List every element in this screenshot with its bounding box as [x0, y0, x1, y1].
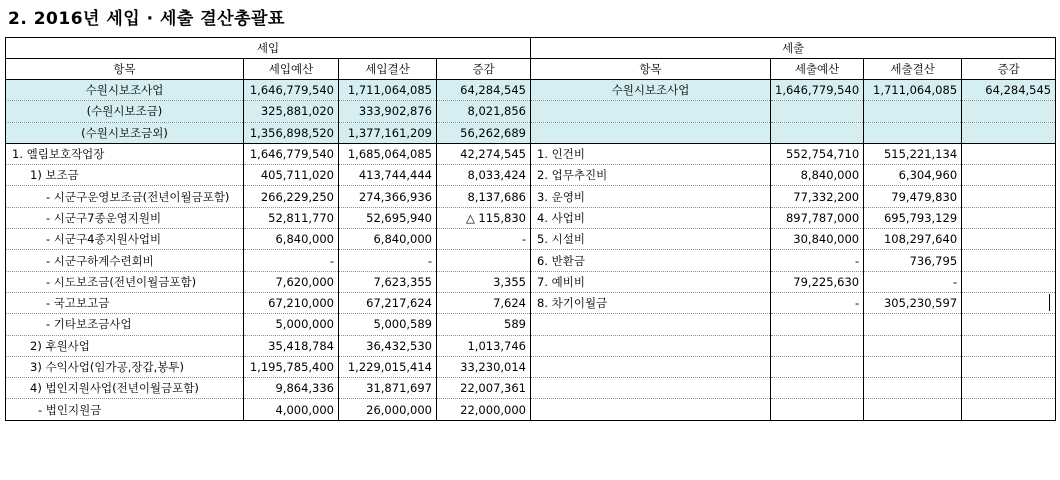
expense-settlement-cell: [864, 399, 962, 420]
income-budget-cell: 266,229,250: [244, 186, 339, 207]
income-budget-cell: 35,418,784: [244, 335, 339, 356]
income-item-cell: 3) 수익사업(임가공,장갑,봉투): [6, 356, 244, 377]
expense-settlement-cell: 736,795: [864, 250, 962, 271]
income-item-cell: - 시군구하계수련회비: [6, 250, 244, 271]
settlement-table: [5, 37, 1056, 421]
page-title: 2. 2016년 세입 · 세출 결산총괄표: [8, 9, 285, 29]
expense-item-cell: [531, 122, 771, 143]
income-settlement-cell: 413,744,444: [339, 165, 437, 186]
table-row: [6, 207, 1056, 228]
income-diff-cell: 56,262,689: [437, 122, 531, 143]
income-item-cell: - 기타보조금사업: [6, 314, 244, 335]
table-row: [6, 378, 1056, 399]
expense-budget-cell: 77,332,200: [771, 186, 864, 207]
expense-diff-cell: [962, 250, 1056, 271]
income-budget-cell: 1,356,898,520: [244, 122, 339, 143]
income-settlement-cell: 1,377,161,209: [339, 122, 437, 143]
income-item-cell: - 시군구4종지원사업비: [6, 229, 244, 250]
expense-settlement-cell: 1,711,064,085: [864, 80, 962, 101]
income-diff-cell: 22,000,000: [437, 399, 531, 420]
expense-budget-cell: 30,840,000: [771, 229, 864, 250]
income-settlement-cell: 67,217,624: [339, 292, 437, 313]
expense-diff-cell: [962, 399, 1056, 420]
expense-budget-cell: 552,754,710: [771, 143, 864, 164]
income-settlement-cell: 26,000,000: [339, 399, 437, 420]
income-diff-cell: 8,021,856: [437, 101, 531, 122]
expense-diff-cell: [962, 229, 1056, 250]
table-row: [6, 229, 1056, 250]
income-item-cell: - 법인지원금: [6, 399, 244, 420]
expense-budget-cell: 897,787,000: [771, 207, 864, 228]
income-diff-cell: 42,274,545: [437, 143, 531, 164]
expense-budget-cell: 79,225,630: [771, 271, 864, 292]
expense-diff-cell: [962, 122, 1056, 143]
income-item-cell: - 국고보고금: [6, 292, 244, 313]
table-row: [6, 399, 1056, 420]
income-header-settlement: 세입결산: [339, 59, 437, 80]
expense-item-cell: 수원시보조사업: [531, 80, 771, 101]
expense-diff-cell: [962, 186, 1056, 207]
income-budget-cell: 6,840,000: [244, 229, 339, 250]
income-budget-cell: 1,195,785,400: [244, 356, 339, 377]
expense-diff-cell: [962, 165, 1056, 186]
expense-budget-cell: [771, 399, 864, 420]
income-header-item: 항목: [6, 59, 244, 80]
income-item-cell: - 시군구7종운영지원비: [6, 207, 244, 228]
expense-item-cell: 8. 차기이월금: [531, 292, 771, 313]
income-item-cell: - 시군구운영보조금(전년이월금포함): [6, 186, 244, 207]
income-diff-cell: [437, 250, 531, 271]
expense-settlement-cell: 515,221,134: [864, 143, 962, 164]
income-budget-cell: 52,811,770: [244, 207, 339, 228]
table-row: [6, 271, 1056, 292]
expense-diff-cell: [962, 143, 1056, 164]
income-item-cell: 4) 법인지원사업(전년이월금포함): [6, 378, 244, 399]
expense-settlement-cell: [864, 335, 962, 356]
expense-settlement-cell: [864, 101, 962, 122]
expense-item-cell: 3. 운영비: [531, 186, 771, 207]
expense-diff-cell: [962, 335, 1056, 356]
expense-budget-cell: -: [771, 292, 864, 313]
table-row: [6, 335, 1056, 356]
income-settlement-cell: 1,685,064,085: [339, 143, 437, 164]
income-settlement-cell: 274,366,936: [339, 186, 437, 207]
expense-settlement-cell: -: [864, 271, 962, 292]
group-header-row: [6, 38, 1056, 59]
income-settlement-cell: 1,229,015,414: [339, 356, 437, 377]
table-row: [6, 80, 1056, 101]
income-budget-cell: 9,864,336: [244, 378, 339, 399]
income-budget-cell: 4,000,000: [244, 399, 339, 420]
income-diff-cell: 64,284,545: [437, 80, 531, 101]
expense-settlement-cell: 305,230,597: [864, 292, 962, 313]
income-diff-cell: 7,624: [437, 292, 531, 313]
table-row: [6, 250, 1056, 271]
income-budget-cell: 7,620,000: [244, 271, 339, 292]
table-row: [6, 292, 1056, 313]
income-budget-cell: 67,210,000: [244, 292, 339, 313]
expense-item-cell: [531, 378, 771, 399]
income-settlement-cell: 1,711,064,085: [339, 80, 437, 101]
expense-budget-cell: 8,840,000: [771, 165, 864, 186]
expense-budget-cell: [771, 314, 864, 335]
income-settlement-cell: 6,840,000: [339, 229, 437, 250]
expense-settlement-cell: [864, 378, 962, 399]
expense-settlement-cell: [864, 314, 962, 335]
table-row: [6, 356, 1056, 377]
expense-settlement-cell: 79,479,830: [864, 186, 962, 207]
table-row: [6, 101, 1056, 122]
expense-budget-cell: [771, 378, 864, 399]
expense-diff-cell: [962, 101, 1056, 122]
expense-settlement-cell: [864, 356, 962, 377]
expense-diff-cell: [962, 378, 1056, 399]
income-settlement-cell: 31,871,697: [339, 378, 437, 399]
income-item-cell: 2) 후원사업: [6, 335, 244, 356]
income-item-cell: 1. 엘림보호작업장: [6, 143, 244, 164]
expense-diff-cell: [962, 356, 1056, 377]
income-settlement-cell: 36,432,530: [339, 335, 437, 356]
income-settlement-cell: 5,000,589: [339, 314, 437, 335]
expense-item-cell: [531, 314, 771, 335]
expense-diff-cell: [962, 207, 1056, 228]
income-diff-cell: 8,033,424: [437, 165, 531, 186]
income-budget-cell: 325,881,020: [244, 101, 339, 122]
income-item-cell: (수원시보조금): [6, 101, 244, 122]
expense-item-cell: [531, 399, 771, 420]
income-diff-cell: -: [437, 229, 531, 250]
expense-settlement-cell: 6,304,960: [864, 165, 962, 186]
income-budget-cell: 1,646,779,540: [244, 80, 339, 101]
income-header-diff: 증감: [437, 59, 531, 80]
income-budget-cell: 405,711,020: [244, 165, 339, 186]
income-diff-cell: 8,137,686: [437, 186, 531, 207]
expense-diff-cell: 64,284,545: [962, 80, 1056, 101]
column-header-row: [6, 59, 1056, 80]
expense-diff-cell: [962, 292, 1056, 313]
income-diff-cell: △ 115,830: [437, 207, 531, 228]
expense-header-item: 항목: [531, 59, 771, 80]
expense-budget-cell: [771, 101, 864, 122]
income-diff-cell: 1,013,746: [437, 335, 531, 356]
income-diff-cell: 3,355: [437, 271, 531, 292]
income-header-budget: 세입예산: [244, 59, 339, 80]
expense-item-cell: 5. 시설비: [531, 229, 771, 250]
expense-budget-cell: [771, 122, 864, 143]
income-budget-cell: -: [244, 250, 339, 271]
income-item-cell: 수원시보조사업: [6, 80, 244, 101]
income-diff-cell: 589: [437, 314, 531, 335]
expense-item-cell: [531, 335, 771, 356]
expense-diff-cell: [962, 271, 1056, 292]
text-cursor: [1049, 294, 1050, 311]
table-row: [6, 165, 1056, 186]
expense-budget-cell: 1,646,779,540: [771, 80, 864, 101]
expense-settlement-cell: 695,793,129: [864, 207, 962, 228]
expense-budget-cell: [771, 335, 864, 356]
expense-header-diff: 증감: [962, 59, 1056, 80]
table-row: [6, 186, 1056, 207]
income-item-cell: 1) 보조금: [6, 165, 244, 186]
income-settlement-cell: -: [339, 250, 437, 271]
income-settlement-cell: 52,695,940: [339, 207, 437, 228]
expense-item-cell: [531, 101, 771, 122]
expense-item-cell: 7. 예비비: [531, 271, 771, 292]
expense-settlement-cell: [864, 122, 962, 143]
expense-item-cell: [531, 356, 771, 377]
table-row: [6, 314, 1056, 335]
expense-settlement-cell: 108,297,640: [864, 229, 962, 250]
expense-budget-cell: [771, 356, 864, 377]
income-settlement-cell: 333,902,876: [339, 101, 437, 122]
expense-item-cell: 2. 업무추진비: [531, 165, 771, 186]
table-row: [6, 143, 1056, 164]
income-item-cell: (수원시보조금외): [6, 122, 244, 143]
expense-item-cell: 6. 반환금: [531, 250, 771, 271]
table-row: [6, 122, 1056, 143]
income-budget-cell: 5,000,000: [244, 314, 339, 335]
income-budget-cell: 1,646,779,540: [244, 143, 339, 164]
income-group-header: 세입: [6, 38, 531, 59]
expense-header-settlement: 세출결산: [864, 59, 962, 80]
expense-item-cell: 1. 인건비: [531, 143, 771, 164]
expense-budget-cell: -: [771, 250, 864, 271]
income-diff-cell: 33,230,014: [437, 356, 531, 377]
expense-group-header: 세출: [531, 38, 1056, 59]
expense-item-cell: 4. 사업비: [531, 207, 771, 228]
expense-diff-cell: [962, 314, 1056, 335]
income-diff-cell: 22,007,361: [437, 378, 531, 399]
expense-header-budget: 세출예산: [771, 59, 864, 80]
income-settlement-cell: 7,623,355: [339, 271, 437, 292]
income-item-cell: - 시도보조금(전년이월금포함): [6, 271, 244, 292]
